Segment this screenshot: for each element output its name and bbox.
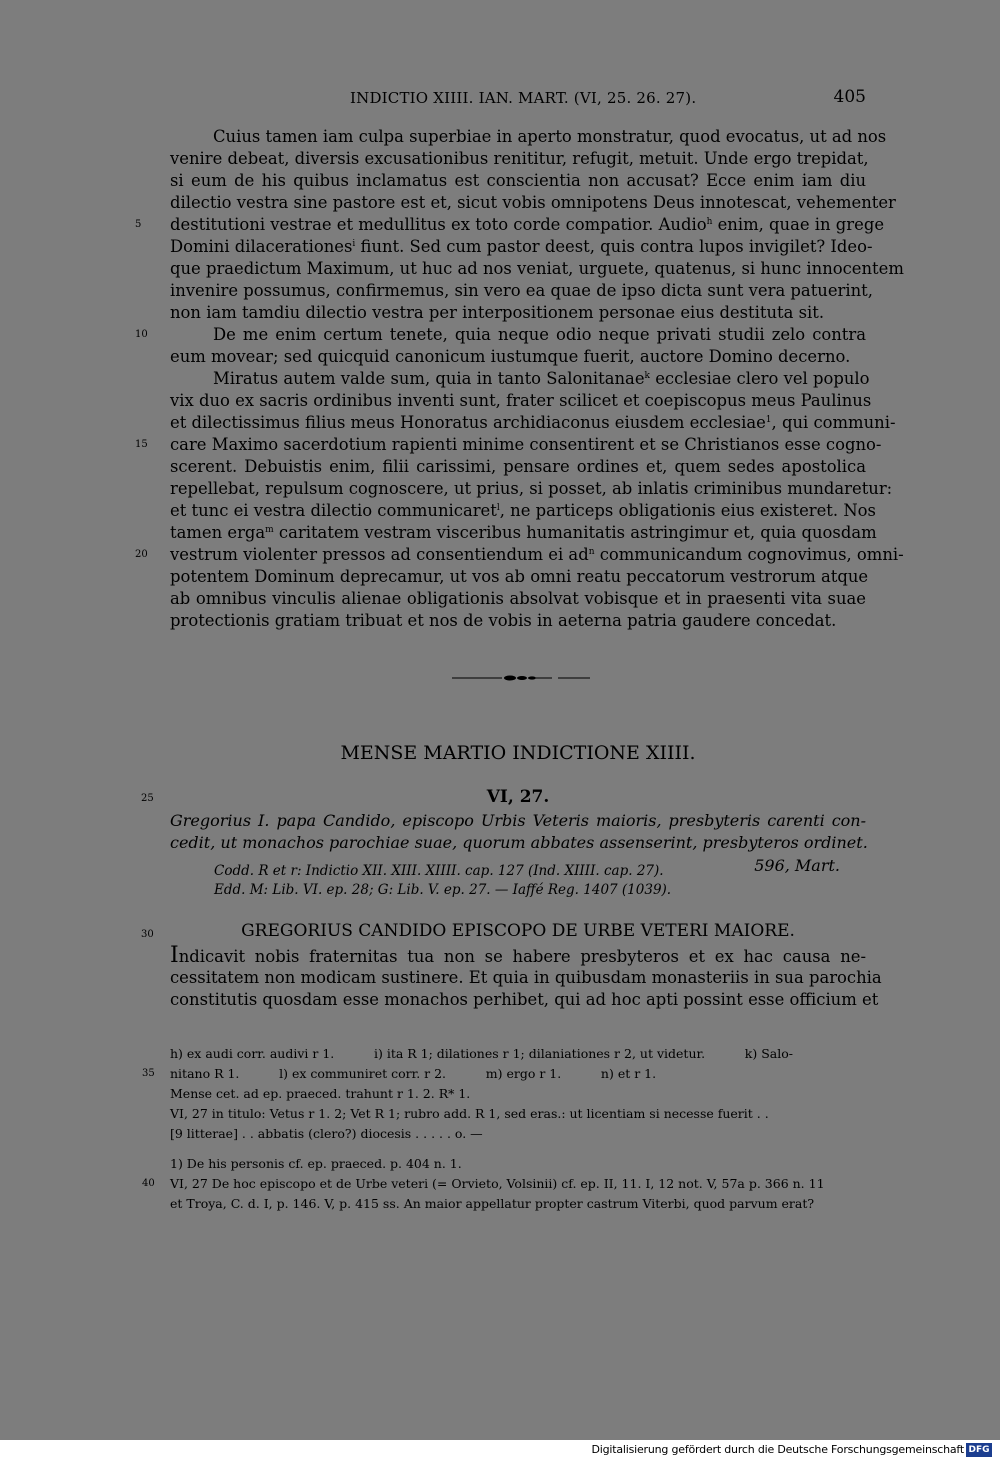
footnote-line: 40 VI, 27 De hoc episcopo et de Urbe veteri (= Orvieto, Volsinii) cf. ep. II, 11. I, 12 not. V, 57a p. 366 n. 11 xyxy=(170,1174,866,1194)
text-line: Miratus autem valde sum, quia in tanto Salonitanae$^k$ ecclesiae clero vel populo xyxy=(213,369,870,388)
footnote-marker: k xyxy=(644,371,650,381)
footnotes xyxy=(142,1044,866,1214)
text-line: vix duo ex sacris ordinibus inventi sunt, frater scilicet et coepiscopus meus Paulinus xyxy=(170,391,872,410)
line-number: 40 xyxy=(142,1178,155,1189)
line-number: 25 xyxy=(141,793,154,804)
text-line: tamen erga$^m$ caritatem vestram visceribus humanitatis astringimur et, quia quosdam xyxy=(170,523,877,542)
text-line: 5 destitutioni vestrae et medullitus ex toto corde compatior. Audio$^h$ enim, quae in grege xyxy=(135,215,885,234)
letter-number: VI, 27. xyxy=(486,787,550,807)
summary-line: Gregorius I. papa Candido, episcopo Urbis Veteris maioris, presbyteris carenti con- xyxy=(170,811,866,830)
footnote-marker: l xyxy=(496,503,500,513)
letter-summary xyxy=(170,810,866,854)
codices-info xyxy=(214,856,866,900)
footnote-line: h) ex audi corr. audivi r 1. i) ita R 1; dilationes r 1; dilaniationes r 2, ut videtur. k) Salo- xyxy=(170,1046,793,1061)
line-number: 5 xyxy=(135,219,142,230)
drop-cap: I xyxy=(170,943,179,968)
line-number: 35 xyxy=(142,1068,155,1079)
line-number: 30 xyxy=(141,929,154,940)
footnote-line: et Troya, C. d. I, p. 146. V, p. 415 ss. An maior appellatur propter castrum Viterbi, quod parvum erat? xyxy=(170,1196,815,1211)
text-line: si eum de his quibus inclamatus est conscientia non accusat? Ecce enim iam diu xyxy=(170,171,866,190)
text-line: eum movear; sed quicquid canonicum iustumque fuerit, auctore Domino decerno. xyxy=(170,347,851,366)
line-number: 15 xyxy=(135,439,148,450)
text-line: 15 care Maximo sacerdotium rapienti minime consentirent et se Christianos esse cogno- xyxy=(135,435,882,454)
section-title: MENSE MARTIO INDICTIONE XIIII. xyxy=(340,742,696,764)
text-line: ab omnibus vinculis alienae obligationis absolvat vobisque et in praesenti vita suae xyxy=(170,589,866,608)
letter-line: cessitatem non modicam sustinere. Et quia in quibusdam monasteriis in sua parochia xyxy=(170,968,882,987)
footnote-line: 35 nitano R 1. l) ex communiret corr. r 2. m) ergo r 1. n) et r 1. xyxy=(170,1064,866,1084)
editions-line: Edd. M: Lib. VI. ep. 28; G: Lib. V. ep. 27. — Iaffé Reg. 1407 (1039). xyxy=(214,882,672,898)
page-number: 405 xyxy=(833,87,866,107)
footer-credit: Digitalisierung gefördert durch die Deutsche Forschungsgemeinschaft xyxy=(591,1443,964,1456)
summary-line: cedit, ut monachos parochiae suae, quorum abbates assenserint, presbyteros ordinet. xyxy=(170,833,868,852)
footnote-marker: m xyxy=(265,525,274,535)
letter-date: 596, Mart. xyxy=(754,856,840,875)
text-line: Domini dilacerationes$^i$ fiunt. Sed cum pastor deest, quis contra lupos invigilet? Ideo- xyxy=(170,237,873,256)
letter-line: Indicavit nobis fraternitas tua non se habere presbyteros et ex hac causa ne- xyxy=(170,943,866,968)
text-line: dilectio vestra sine pastore est et, sicut vobis omnipotens Deus innotescat, vehementer xyxy=(170,193,896,212)
running-head: INDICTIO XIIII. IAN. MART. (VI, 25. 26. 27). xyxy=(350,89,697,107)
footnote-line: 1) De his personis cf. ep. praeced. p. 404 n. 1. xyxy=(170,1156,462,1171)
footnote-separator xyxy=(170,1144,866,1154)
text-line: venire debeat, diversis excusationibus renititur, refugit, metuit. Unde ergo trepidat, xyxy=(170,149,869,168)
footnote-marker: 1 xyxy=(765,415,772,425)
footer-bar xyxy=(0,1440,1000,1461)
dfg-logo: DFG xyxy=(966,1443,992,1457)
text-line: protectionis gratiam tribuat et nos de vobis in aeterna patria gaudere concedat. xyxy=(170,611,837,630)
text-line: que praedictum Maximum, ut huc ad nos veniat, urguete, quatenus, si hunc innocentem xyxy=(170,259,904,278)
text-line: Cuius tamen iam culpa superbiae in aperto monstratur, quod evocatus, ut ad nos xyxy=(213,127,887,146)
text-line: invenire possumus, confirmemus, sin vero ea quae de ipso dicta sunt vera patuerint, xyxy=(170,281,873,300)
text-line: potentem Dominum deprecamur, ut vos ab omni reatu peccatorum vestrorum atque xyxy=(170,567,869,586)
footnote-marker: i xyxy=(352,239,356,249)
text-line: scerent. Debuistis enim, filii carissimi, pensare ordines et, quem sedes apostolica xyxy=(170,457,866,476)
footnote-line: VI, 27 in titulo: Vetus r 1. 2; Vet R 1; rubro add. R 1, sed eras.: ut licentiam si necesse fuerit . . xyxy=(170,1106,769,1121)
line-number: 20 xyxy=(135,549,148,560)
footnote-line: [9 litterae] . . abbatis (clero?) diocesis . . . . . o. — xyxy=(170,1126,483,1141)
text-line: 10 De me enim certum tenete, quia neque odio neque privati studii zelo contra xyxy=(135,325,866,344)
main-text xyxy=(135,126,904,632)
text-line: et tunc ei vestra dilectio communicaret$^l$, ne particeps obligationis eius existeret. Nos xyxy=(170,501,876,520)
text-line: non iam tamdiu dilectio vestra per interpositionem personae eius destituta sit. xyxy=(170,303,825,322)
footnote-marker: n xyxy=(588,547,595,557)
letter-body xyxy=(170,943,882,1011)
letter-line: constitutis quosdam esse monachos perhibet, qui ad hoc apti possint esse officium et xyxy=(170,990,879,1009)
line-number: 10 xyxy=(135,329,148,340)
text-line: 20 vestrum violenter pressos ad consentiendum ei $ad^n$ communicandum cognovimus, omni- xyxy=(135,545,904,564)
text-line: et dilectissimus filius meus Honoratus archidiaconus eiusdem ecclesiae$^1$, qui communi- xyxy=(170,413,896,432)
letter-title: GREGORIUS CANDIDO EPISCOPO DE URBE VETERI MAIORE. xyxy=(241,921,795,941)
codices-line: Codd. R et r: Indictio XII. XIII. XIIII. cap. 127 (Ind. XIIII. cap. 27). xyxy=(214,863,664,879)
page-header xyxy=(170,89,866,111)
footnote-line: Mense cet. ad ep. praeced. trahunt r 1. 2. R* 1. xyxy=(170,1086,471,1101)
footnote-marker: h xyxy=(706,217,713,227)
ornament-divider xyxy=(442,672,592,684)
text-line: repellebat, repulsum cognoscere, ut prius, si posset, ab inlatis criminibus mundaretur: xyxy=(170,479,893,498)
